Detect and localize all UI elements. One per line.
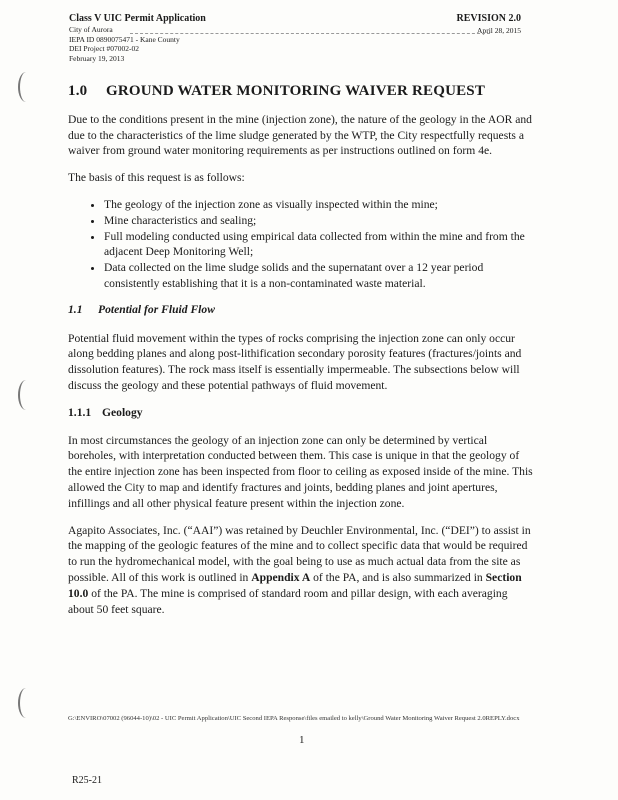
header-divider xyxy=(130,33,490,34)
revision-date: April 28, 2015 xyxy=(477,26,521,35)
geology-paragraph-1: In most circumstances the geology of an injection zone can only be determined by vertical boreholes, with interpretation conducted between them. This case is unique in that the geology of the entire injection zone has been inspected from floor to ceiling as exposed inside of the mine. This allowed the City to map and identify fractures and joints, bedding planes and joint apertures, infillings and all other physical feature present within the injection zone. xyxy=(68,433,533,510)
intro-paragraph: Due to the conditions present in the mine (injection zone), the nature of the geology in the AOR and due to the characteristics of the lime sludge generated by the WTP, the City respectfully requests a waiver from ground water monitoring requirements as per instructions outlined on form 4e. xyxy=(68,112,532,158)
binder-punch-hole-bottom xyxy=(18,688,34,718)
page-id: R25-21 xyxy=(72,775,102,786)
header-title: Class V UIC Permit Application xyxy=(69,13,206,24)
basis-intro: The basis of this request is as follows: xyxy=(68,171,245,185)
subsection-title: Potential for Fluid Flow xyxy=(98,302,215,316)
section-title: GROUND WATER MONITORING WAIVER REQUEST xyxy=(106,83,486,99)
fluid-flow-paragraph: Potential fluid movement within the types of rocks comprising the injection zone can only occur along bedding planes and along post-lithification secondary porosity features (fractures/joints and dissolution features). The rock mass itself is essentially impermeable. The subsections below will discuss the geology and these potential pathways of fluid movement. xyxy=(68,331,522,392)
subsection-heading xyxy=(68,302,533,318)
list-item: • Data collected on the lime sludge solids and the supernatant over a 12 year period consistently establishing that it is a non-contaminated waste material. xyxy=(104,260,533,292)
paragraph-text: of the PA. The mine is comprised of standard room and pillar design, with each averaging about 50 feet square. xyxy=(68,586,508,616)
geology-paragraph-2 xyxy=(68,523,533,618)
list-item: • Mine characteristics and sealing; xyxy=(104,213,533,229)
header-line-date: February 19, 2013 xyxy=(69,53,125,63)
basis-list xyxy=(68,197,533,292)
subsubsection-title: Geology xyxy=(102,405,143,419)
section-number: 1.0 xyxy=(68,83,88,99)
subsection-number: 1.1 xyxy=(68,302,83,316)
binder-punch-hole-middle xyxy=(18,380,34,410)
section-heading xyxy=(68,84,533,100)
subsubsection-number: 1.1.1 xyxy=(68,405,92,419)
list-item: • The geology of the injection zone as visually inspected within the mine; xyxy=(104,197,533,213)
document-body xyxy=(68,84,533,628)
header-line-city: City of Aurora xyxy=(69,25,113,34)
section-reference: Section 10.0 xyxy=(68,570,522,600)
paragraph-text: Agapito Associates, Inc. (“AAI”) was retained by Deuchler Environmental, Inc. (“DEI”) to assist in the mapping of the geologic features of the mine and to collect specific data that would be required to run the hydromechanical model, with the goal being to use as much actual data from the site as possible. All of this work is outlined in xyxy=(68,523,531,584)
page-number: 1 xyxy=(299,734,305,746)
subsubsection-heading xyxy=(68,405,533,421)
revision-label: REVISION 2.0 xyxy=(456,13,521,24)
paragraph-text: of the PA, and is also summarized in xyxy=(310,570,486,584)
list-item: • Full modeling conducted using empirical data collected from within the mine and from the adjacent Deep Monitoring Well; xyxy=(104,229,533,261)
footer-file-path: G:\ENVIRO\07002 (96044-10)\02 - UIC Permit Application\UIC Second IEPA Response\files emailed to kelly\Ground Water Monitoring Waiver Request 2.0REPLY.docx xyxy=(68,715,520,722)
header-line-project: DEI Project #07002-02 xyxy=(69,44,139,54)
header-line-iepa: IEPA ID 0890075471 - Kane County xyxy=(69,34,180,44)
appendix-reference: Appendix A xyxy=(251,570,311,584)
document-header-left xyxy=(69,13,206,63)
binder-punch-hole-top xyxy=(18,72,34,102)
